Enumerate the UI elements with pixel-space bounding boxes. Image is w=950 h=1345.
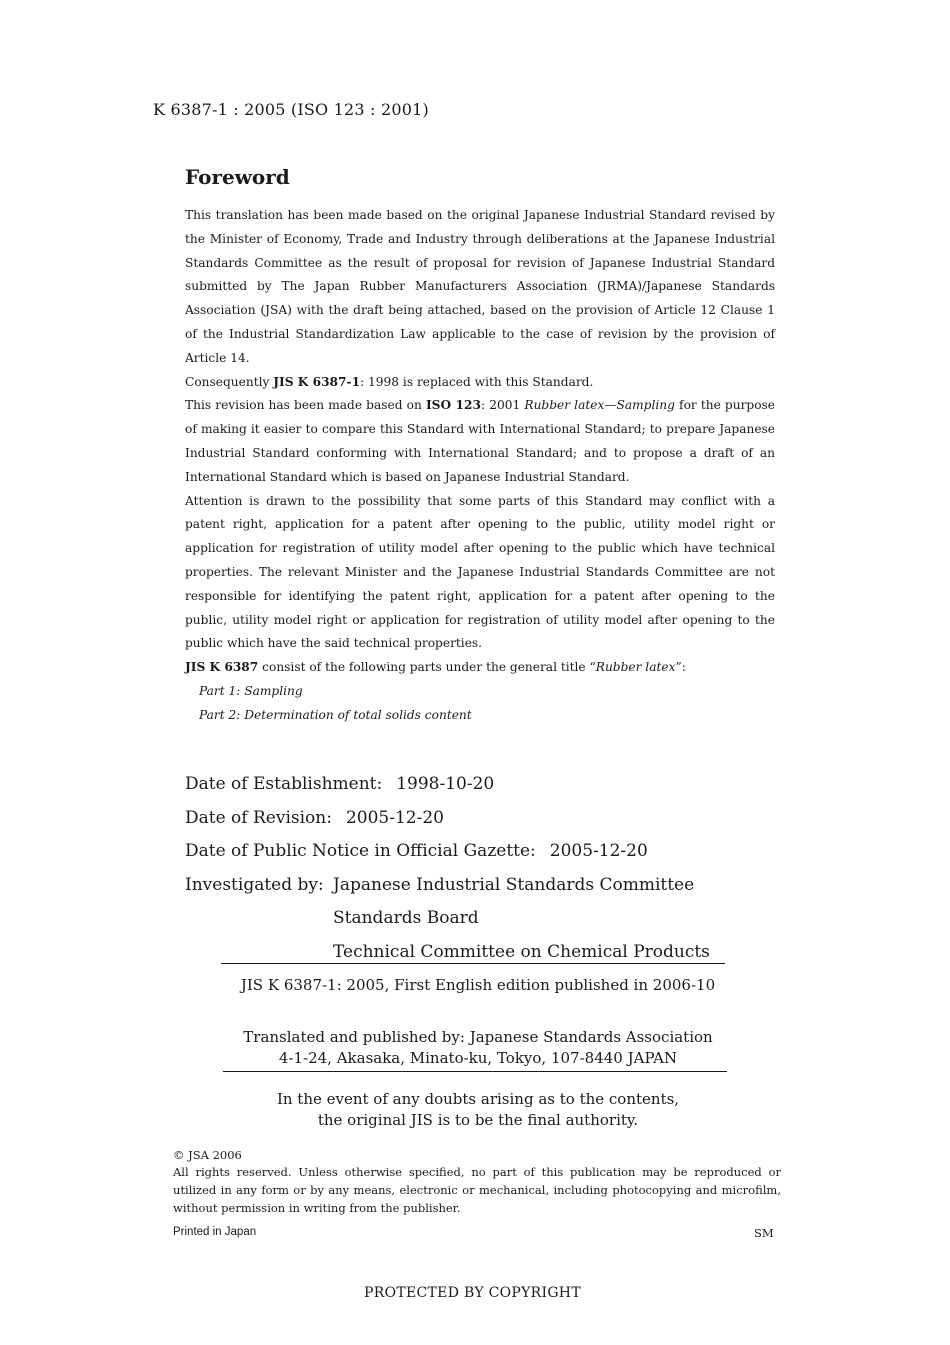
standard-reference: JIS K 6387-1 xyxy=(273,374,361,389)
investigated-bodies xyxy=(333,869,710,970)
edition-line: JIS K 6387-1: 2005, First English edition published in 2006-10 xyxy=(240,976,716,994)
investigating-body: Japanese Industrial Standards Committee xyxy=(333,874,695,895)
text-run: consist of the following parts under the general title “ xyxy=(258,660,596,675)
text-run: : 2001 xyxy=(481,398,525,413)
investigating-body: Technical Committee on Chemical Products xyxy=(333,941,710,962)
publisher-address: 4-1-24, Akasaka, Minato-ku, Tokyo, 107-8440 JAPAN xyxy=(278,1049,678,1067)
text-run: Consequently xyxy=(185,374,274,389)
publisher-line: Translated and published by: Japanese Standards Association xyxy=(243,1028,713,1046)
part-list-item: Part 2: Determination of total solids content xyxy=(199,707,472,722)
establishment-date: 1998-10-20 xyxy=(396,774,495,794)
publisher-block xyxy=(221,1027,735,1069)
printed-in: Printed in Japan xyxy=(173,1226,257,1238)
text-run: for the purpose of making it easier to compare this Standard with International Standard; to prepare Japanese Industrial Standard conforming with International Standard; and to propose a draft of an International Standard which is based on Japanese Industrial Standard. xyxy=(185,398,776,484)
foreword-paragraph-5 xyxy=(185,656,775,680)
copyright-notice: © JSA 2006 xyxy=(173,1148,242,1162)
rights-statement: All rights reserved. Unless otherwise specified, no part of this publication may be reproduced or utilized in any form or by any means, electronic or mechanical, including photocopying and microfilm, without permission in writing from the publisher. xyxy=(173,1165,781,1215)
investigated-label: Investigated by: xyxy=(185,874,324,895)
divider-rule xyxy=(223,1071,727,1072)
document-code: SM xyxy=(754,1226,774,1240)
text-run: ”: xyxy=(675,660,686,675)
authority-line: In the event of any doubts arising as to the contents, xyxy=(276,1090,680,1108)
revision-date: 2005-12-20 xyxy=(345,807,444,828)
public-notice-date: 2005-12-20 xyxy=(549,841,648,861)
revision-row xyxy=(185,802,648,836)
establishment-row xyxy=(185,768,648,802)
authority-notice xyxy=(221,1089,735,1131)
text-run: : 1998 is replaced with this Standard. xyxy=(360,374,594,389)
standard-reference: JIS K 6387 xyxy=(185,660,259,675)
foreword-body xyxy=(185,204,775,728)
standard-reference: ISO 123 xyxy=(425,398,482,413)
investigated-row xyxy=(185,869,710,962)
general-title: Rubber latex xyxy=(595,660,676,675)
investigating-body: Standards Board xyxy=(333,908,479,928)
foreword-paragraph-3 xyxy=(185,394,775,489)
revision-label: Date of Revision: xyxy=(185,807,332,828)
foreword-paragraph-4: Attention is drawn to the possibility that some parts of this Standard may conflict with a patent right, application for a patent after opening to the public, utility model right or application for registration of utility model after opening to the public which have technical properties. The relevant Minister and the Japanese Industrial Standards Committee are not responsible for identifying the patent right, application for a patent after opening to the public, utility model right or application for registration of utility model after opening to the public which have the said technical properties. xyxy=(185,493,775,651)
public-notice-row xyxy=(185,835,648,869)
copyright-footer: PROTECTED BY COPYRIGHT xyxy=(364,1285,581,1301)
foreword-paragraph-2 xyxy=(185,371,775,395)
establishment-label: Date of Establishment: xyxy=(185,774,383,794)
public-notice-label: Date of Public Notice in Official Gazette: xyxy=(185,841,536,861)
document-designation: K 6387-1 : 2005 (ISO 123 : 2001) xyxy=(153,100,429,119)
foreword-paragraph-1: This translation has been made based on the original Japanese Industrial Standard revised by the Minister of Economy, Trade and Industry through deliberations at the Japanese Industrial Standards Committee as the result of proposal for revision of Japanese Industrial Standard submitted by The Japan Rubber Manufacturers Association (JRMA)/Japanese Standards Association (JSA) with the draft being attached, based on the provision of Article 12 Clause 1 of the Industrial Standardization Law applicable to the case of revision by the provision of Article 14. xyxy=(185,208,775,365)
text-run: This revision has been made based on xyxy=(185,398,426,413)
dates-block xyxy=(185,768,710,962)
standard-title: Rubber latex—Sampling xyxy=(524,398,675,413)
foreword-title: Foreword xyxy=(185,165,290,189)
authority-line: the original JIS is to be the final authority. xyxy=(317,1111,639,1129)
divider-rule xyxy=(221,963,725,964)
part-list-item: Part 1: Sampling xyxy=(199,683,303,698)
